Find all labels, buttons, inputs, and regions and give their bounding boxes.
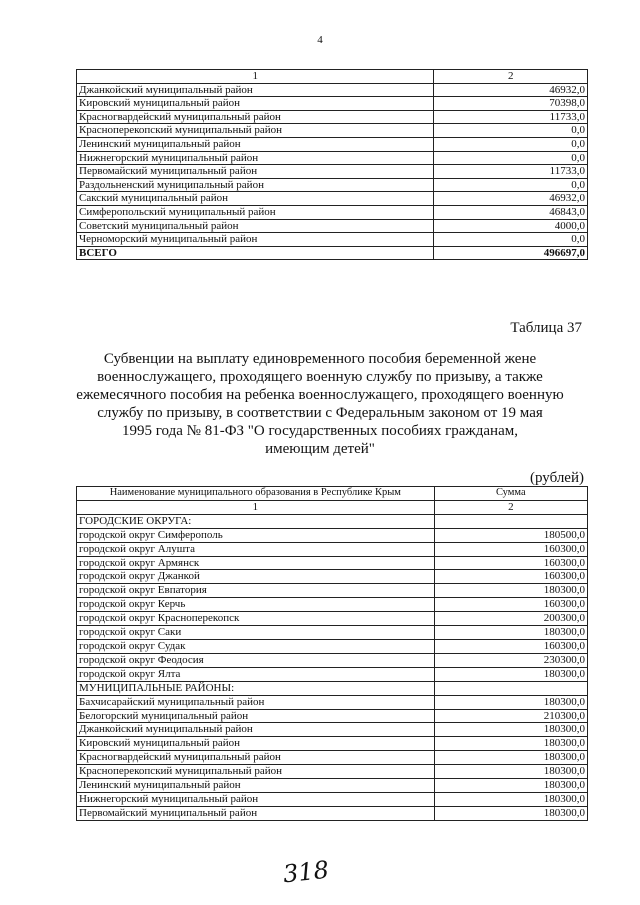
col-number-1: 1 (77, 70, 434, 84)
total-value: 496697,0 (434, 246, 588, 260)
row-name: Ленинский муниципальный район (77, 137, 434, 151)
table-row (77, 723, 588, 737)
row-name: городской округ Красноперекопск (77, 612, 435, 626)
table-row (77, 653, 588, 667)
row-name: Нижнегорский муниципальный район (77, 792, 435, 806)
table-row (77, 695, 588, 709)
table-row (77, 205, 588, 219)
row-value: 180300,0 (434, 779, 587, 793)
title-line: военнослужащего, проходящего военную службу по призыву, а также (97, 369, 543, 385)
row-value: 230300,0 (434, 653, 587, 667)
row-value: 180300,0 (434, 626, 587, 640)
table-row (77, 151, 588, 165)
col-header-name: Наименование муниципального образования в Республике Крым (77, 487, 435, 501)
row-value: 46843,0 (434, 205, 588, 219)
row-name: Раздольненский муниципальный район (77, 178, 434, 192)
col-header-sum: Сумма (434, 487, 587, 501)
row-name: городской округ Саки (77, 626, 435, 640)
row-name: городской округ Судак (77, 639, 435, 653)
row-value: 180300,0 (434, 695, 587, 709)
row-value: 0,0 (434, 124, 588, 138)
table-row (77, 97, 588, 111)
table-row (77, 570, 588, 584)
row-name: МУНИЦИПАЛЬНЫЕ РАЙОНЫ: (77, 681, 435, 695)
row-name: городской округ Ялта (77, 667, 435, 681)
table-row (77, 792, 588, 806)
table-row (77, 178, 588, 192)
title-line: 1995 года № 81-ФЗ "О государственных пособиях гражданам, (122, 423, 518, 439)
total-row (77, 246, 588, 260)
table-row (77, 556, 588, 570)
row-name: Первомайский муниципальный район (77, 165, 434, 179)
table-row (77, 584, 588, 598)
row-name: Красногвардейский муниципальный район (77, 110, 434, 124)
row-name: Нижнегорский муниципальный район (77, 151, 434, 165)
table-row (77, 165, 588, 179)
row-value: 0,0 (434, 151, 588, 165)
subsidy-table (76, 486, 588, 821)
row-value: 180300,0 (434, 667, 587, 681)
row-value: 180300,0 (434, 751, 587, 765)
table-row (77, 779, 588, 793)
row-name: городской округ Феодосия (77, 653, 435, 667)
row-name: Сакский муниципальный район (77, 192, 434, 206)
table-row (77, 737, 588, 751)
row-value: 11733,0 (434, 165, 588, 179)
row-value (434, 514, 587, 528)
table-row (77, 681, 588, 695)
table-row (77, 83, 588, 97)
row-value: 11733,0 (434, 110, 588, 124)
row-name: городской округ Евпатория (77, 584, 435, 598)
table-row (77, 542, 588, 556)
table-row (77, 612, 588, 626)
row-value (434, 681, 587, 695)
table-row (77, 219, 588, 233)
table-row (77, 124, 588, 138)
row-name: городской округ Алушта (77, 542, 435, 556)
row-name: городской округ Керчь (77, 598, 435, 612)
row-name: Кировский муниципальный район (77, 97, 434, 111)
table-title (70, 350, 570, 458)
row-value: 160300,0 (434, 542, 587, 556)
table-row (77, 233, 588, 247)
row-value: 0,0 (434, 137, 588, 151)
title-line: службу по призыву, в соответствии с Федеральным законом от 19 мая (97, 405, 543, 421)
table-row (77, 667, 588, 681)
title-line: ежемесячного пособия на ребенка военнослужащего, проходящего военную (76, 387, 564, 403)
row-value: 180300,0 (434, 723, 587, 737)
table-row (77, 709, 588, 723)
row-name: городской округ Симферополь (77, 528, 435, 542)
row-name: Красноперекопский муниципальный район (77, 765, 435, 779)
table-row (77, 528, 588, 542)
row-value: 70398,0 (434, 97, 588, 111)
col-number-1: 1 (77, 500, 435, 514)
page-number: 4 (317, 34, 323, 46)
row-name: Кировский муниципальный район (77, 737, 435, 751)
total-label: ВСЕГО (77, 246, 434, 260)
row-value: 4000,0 (434, 219, 588, 233)
title-line: Субвенции на выплату единовременного пособия беременной жене (103, 351, 537, 367)
row-value: 160300,0 (434, 598, 587, 612)
row-name: Красноперекопский муниципальный район (77, 124, 434, 138)
table-row (77, 765, 588, 779)
row-value: 160300,0 (434, 639, 587, 653)
row-value: 180300,0 (434, 806, 587, 820)
row-name: Черноморский муниципальный район (77, 233, 434, 247)
title-line: имеющим детей" (265, 441, 375, 457)
row-value: 46932,0 (434, 83, 588, 97)
row-value: 160300,0 (434, 556, 587, 570)
handwritten-page-number: 318 (281, 855, 331, 889)
col-number-2: 2 (434, 500, 587, 514)
row-value: 180300,0 (434, 765, 587, 779)
row-value: 210300,0 (434, 709, 587, 723)
table-row (77, 626, 588, 640)
row-name: Бахчисарайский муниципальный район (77, 695, 435, 709)
table-row (77, 137, 588, 151)
col-number-2: 2 (434, 70, 588, 84)
table-row (77, 110, 588, 124)
table-row (77, 514, 588, 528)
units-label: (рублей) (529, 470, 584, 486)
row-value: 180300,0 (434, 737, 587, 751)
row-name: городской округ Армянск (77, 556, 435, 570)
table-row (77, 806, 588, 820)
row-value: 180300,0 (434, 584, 587, 598)
row-name: ГОРОДСКИЕ ОКРУГА: (77, 514, 435, 528)
table-caption: Таблица 37 (510, 320, 582, 336)
row-value: 180500,0 (434, 528, 587, 542)
row-name: городской округ Джанкой (77, 570, 435, 584)
table-row (77, 192, 588, 206)
row-name: Первомайский муниципальный район (77, 806, 435, 820)
row-name: Белогорский муниципальный район (77, 709, 435, 723)
row-value: 0,0 (434, 178, 588, 192)
row-name: Красногвардейский муниципальный район (77, 751, 435, 765)
table-row (77, 598, 588, 612)
row-name: Джанкойский муниципальный район (77, 723, 435, 737)
table-row (77, 639, 588, 653)
row-value: 180300,0 (434, 792, 587, 806)
row-name: Симферопольский муниципальный район (77, 205, 434, 219)
row-value: 160300,0 (434, 570, 587, 584)
row-value: 46932,0 (434, 192, 588, 206)
table-continued (76, 69, 588, 260)
row-value: 200300,0 (434, 612, 587, 626)
row-name: Ленинский муниципальный район (77, 779, 435, 793)
row-name: Джанкойский муниципальный район (77, 83, 434, 97)
row-value: 0,0 (434, 233, 588, 247)
table-row (77, 751, 588, 765)
row-name: Советский муниципальный район (77, 219, 434, 233)
